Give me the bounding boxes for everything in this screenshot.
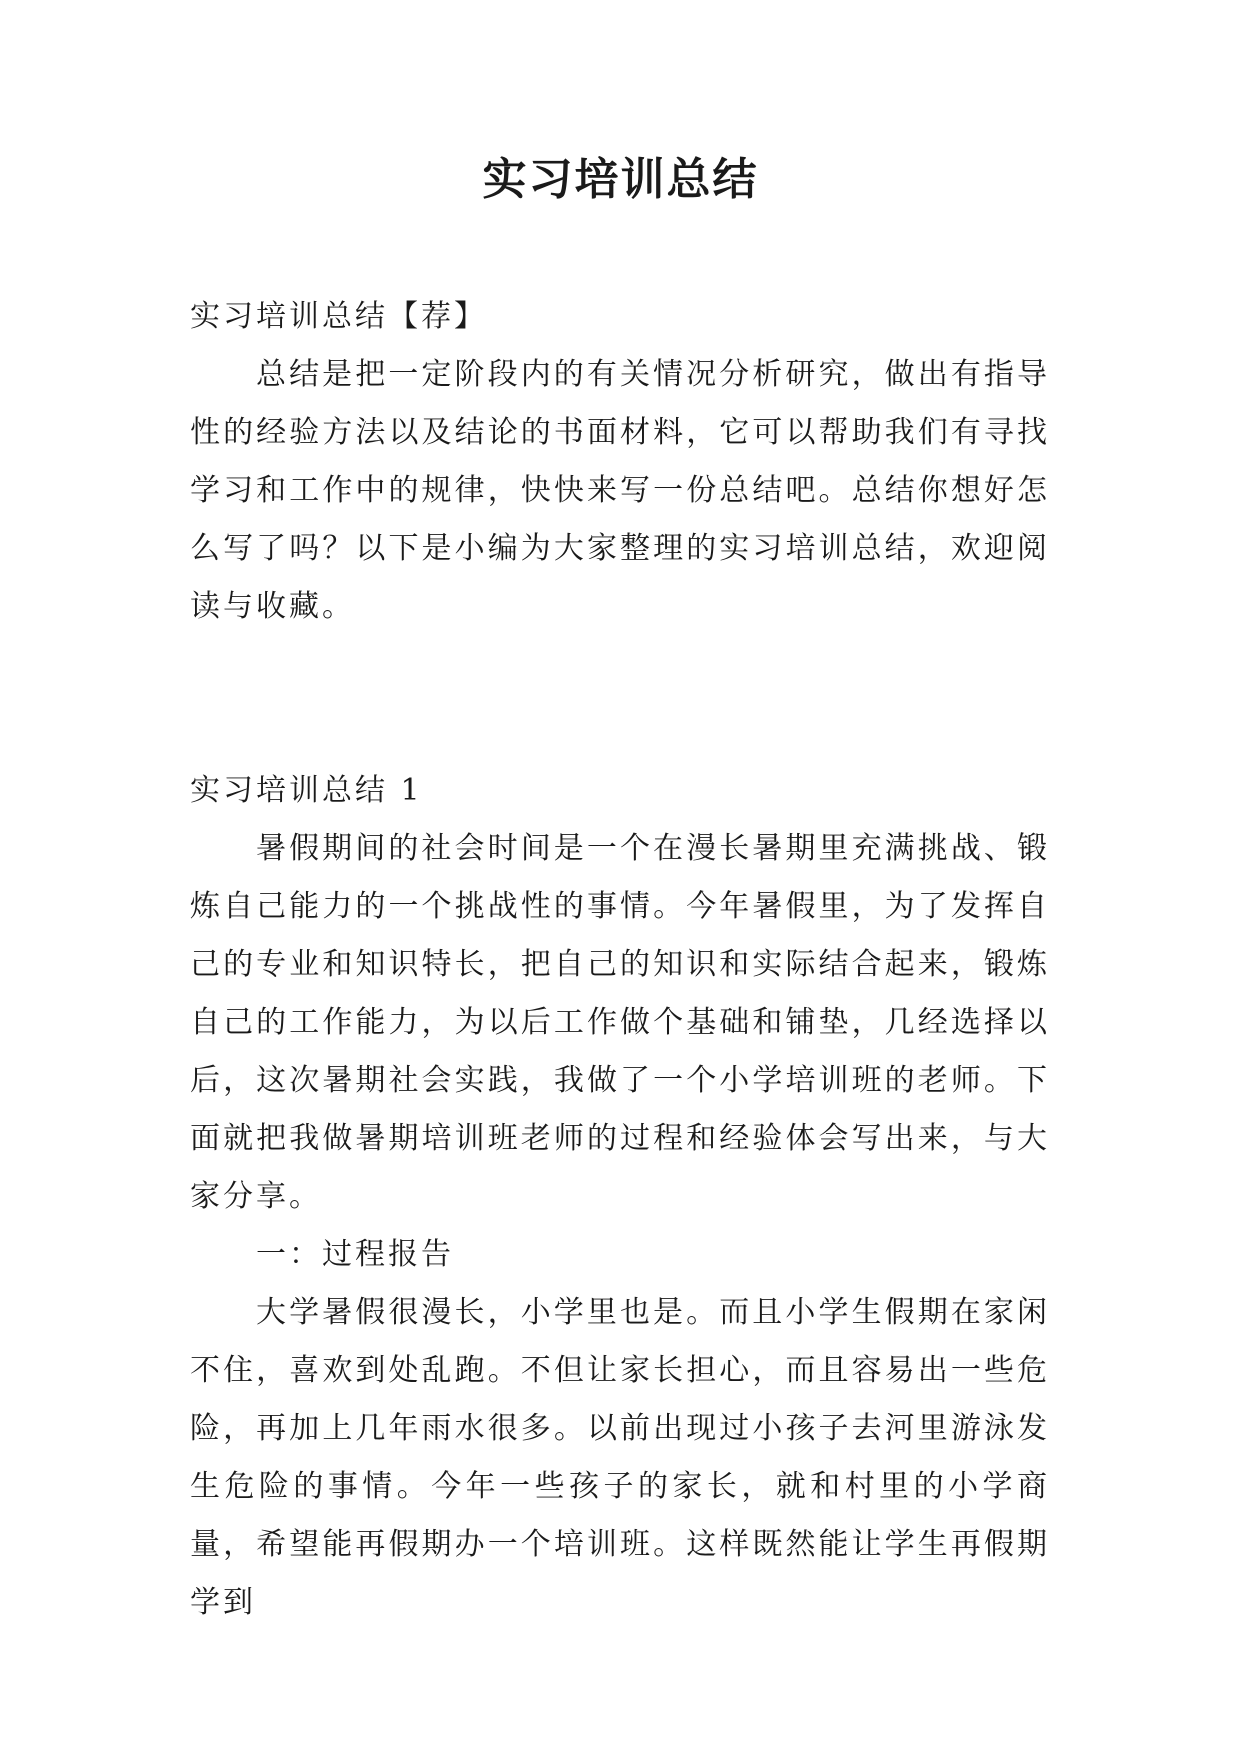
section-1 xyxy=(190,762,1050,1632)
section-1-subheading: 一：过程报告 xyxy=(256,1237,454,1272)
intro-paragraph: 总结是把一定阶段内的有关情况分析研究，做出有指导性的经验方法以及结论的书面材料，它可以帮助我们有寻找学习和工作中的规律，快快来写一份总结吧。总结你想好怎么写了吗？以下是小编为大家整理的实习培训总结，欢迎阅读与收藏。 xyxy=(190,357,1050,624)
intro-heading: 实习培训总结【荐】 xyxy=(190,299,487,334)
section-1-paragraph-2: 大学暑假很漫长，小学里也是。而且小学生假期在家闲不住，喜欢到处乱跑。不但让家长担心，而且容易出一些危险，再加上几年雨水很多。以前出现过小孩子去河里游泳发生危险的事情。今年一些孩子的家长，就和村里的小学商量，希望能再假期办一个培训班。这样既然能让学生再假期学到 xyxy=(190,1295,1050,1620)
intro-section xyxy=(190,288,1050,636)
document-title: 实习培训总结 xyxy=(482,154,759,205)
section-1-heading: 实习培训总结 1 xyxy=(190,773,423,808)
section-1-paragraph-1: 暑假期间的社会时间是一个在漫长暑期里充满挑战、锻炼自己能力的一个挑战性的事情。今年暑假里，为了发挥自己的专业和知识特长，把自己的知识和实际结合起来，锻炼自己的工作能力，为以后工作做个基础和铺垫，几经选择以后，这次暑期社会实践，我做了一个小学培训班的老师。下面就把我做暑期培训班老师的过程和经验体会写出来，与大家分享。 xyxy=(190,831,1050,1214)
